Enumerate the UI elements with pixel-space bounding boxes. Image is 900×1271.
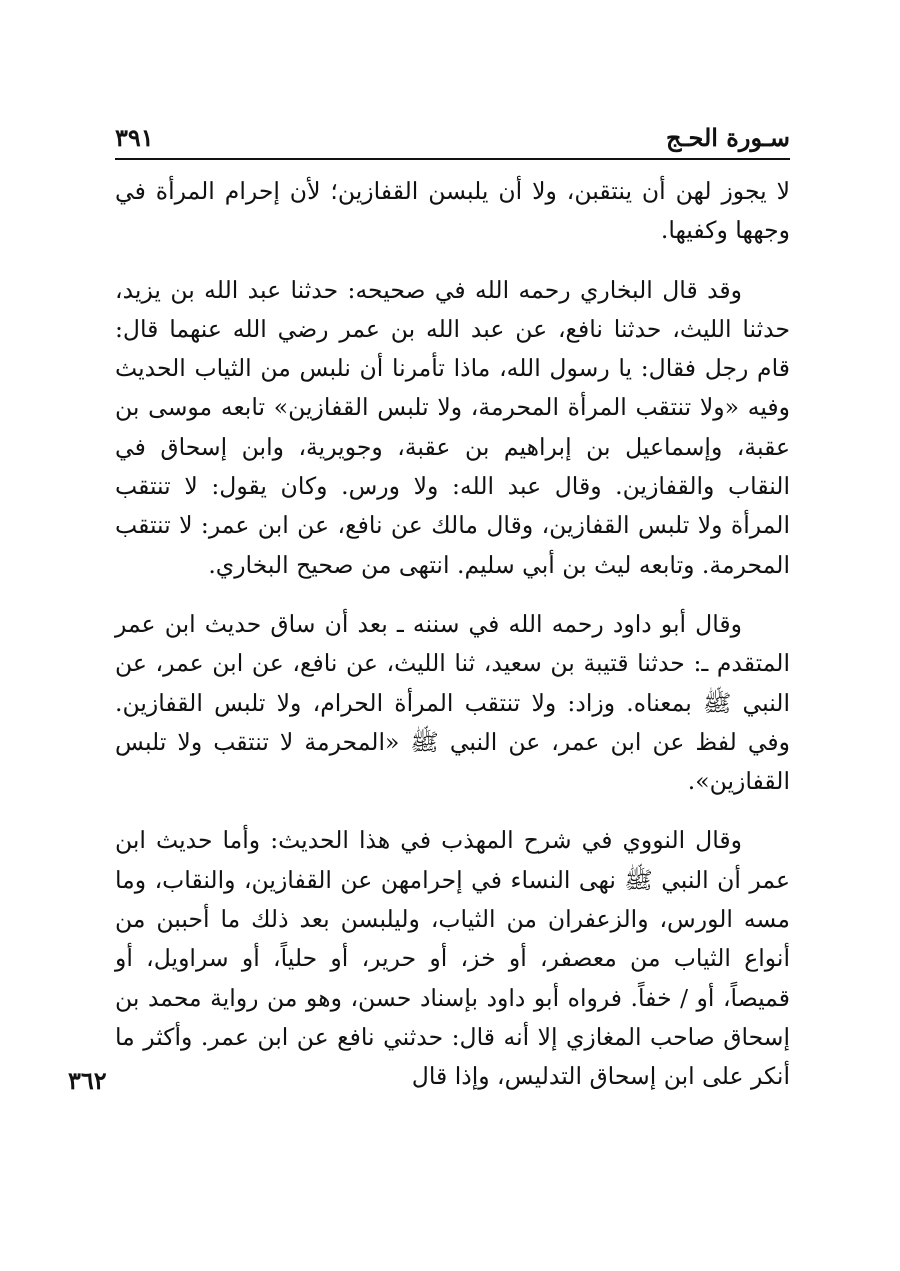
paragraph: لا يجوز لهن أن ينتقبن، ولا أن يلبسن القفازين؛ لأن إحرام المرأة في وجهها وكفيها. bbox=[115, 177, 790, 245]
paragraph: وقد قال البخاري رحمه الله في صحيحه: حدثنا عبد الله بن يزيد، حدثنا الليث، حدثنا نافع، عن عبد الله بن عمر رضي الله عنهما قال: قام رجل فقال: يا رسول الله، ماذا تأمرنا أن نلبس من الثياب الحديث وفيه «ولا تنتقب المرأة المحرمة، ولا تلبس القفازين» تابعه موسى بن عقبة، وإسماعيل بن إبراهيم بن عقبة، وجويرية، وابن إسحاق في النقاب والقفازين. وقال عبد الله: ولا ورس. وكان يقول: لا تنتقب المرأة ولا تلبس القفازين، وقال مالك عن نافع، عن ابن عمر: لا تنتقب المحرمة. وتابعه ليث بن أبي سليم. انتهى من صحيح البخاري. bbox=[115, 275, 790, 579]
chapter-title: سـورة الحـج bbox=[665, 123, 790, 152]
paragraph: وقال أبو داود رحمه الله في سننه ـ بعد أن ساق حديث ابن عمر المتقدم ـ: حدثنا قتيبة بن سعيد، ثنا الليث، عن نافع، عن ابن عمر، عن النبي ﷺ بمعناه. وزاد: ولا تنتقب المرأة الحرام، ولا تلبس القفازين. وفي لفظ عن ابن عمر، عن النبي ﷺ «المحرمة لا تنتقب ولا تلبس القفازين». bbox=[115, 609, 790, 796]
running-header bbox=[115, 112, 790, 152]
body-text bbox=[115, 172, 790, 1097]
page-number: ٣٩١ bbox=[115, 123, 154, 152]
margin-page-reference: ٣٦٢ bbox=[68, 1066, 107, 1095]
paragraph: وقال النووي في شرح المهذب في هذا الحديث: وأما حديث ابن عمر أن النبي ﷺ نهى النساء في إحرامهن عن القفازين، والنقاب، وما مسه الورس، والزعفران من الثياب، وليلبسن بعد ذلك ما أحببن من أنواع الثياب من معصفر، أو خز، أو حرير، أو حلياً، أو سراويل، أو قميصاً، أو / خفاً. فرواه أبو داود بإسناد حسن، وهو من رواية محمد بن إسحاق صاحب المغازي إلا أنه قال: حدثني نافع عن ابن عمر. وأكثر ما أنكر على ابن إسحاق التدليس، وإذا قال bbox=[115, 826, 790, 1091]
header-rule bbox=[115, 158, 790, 160]
